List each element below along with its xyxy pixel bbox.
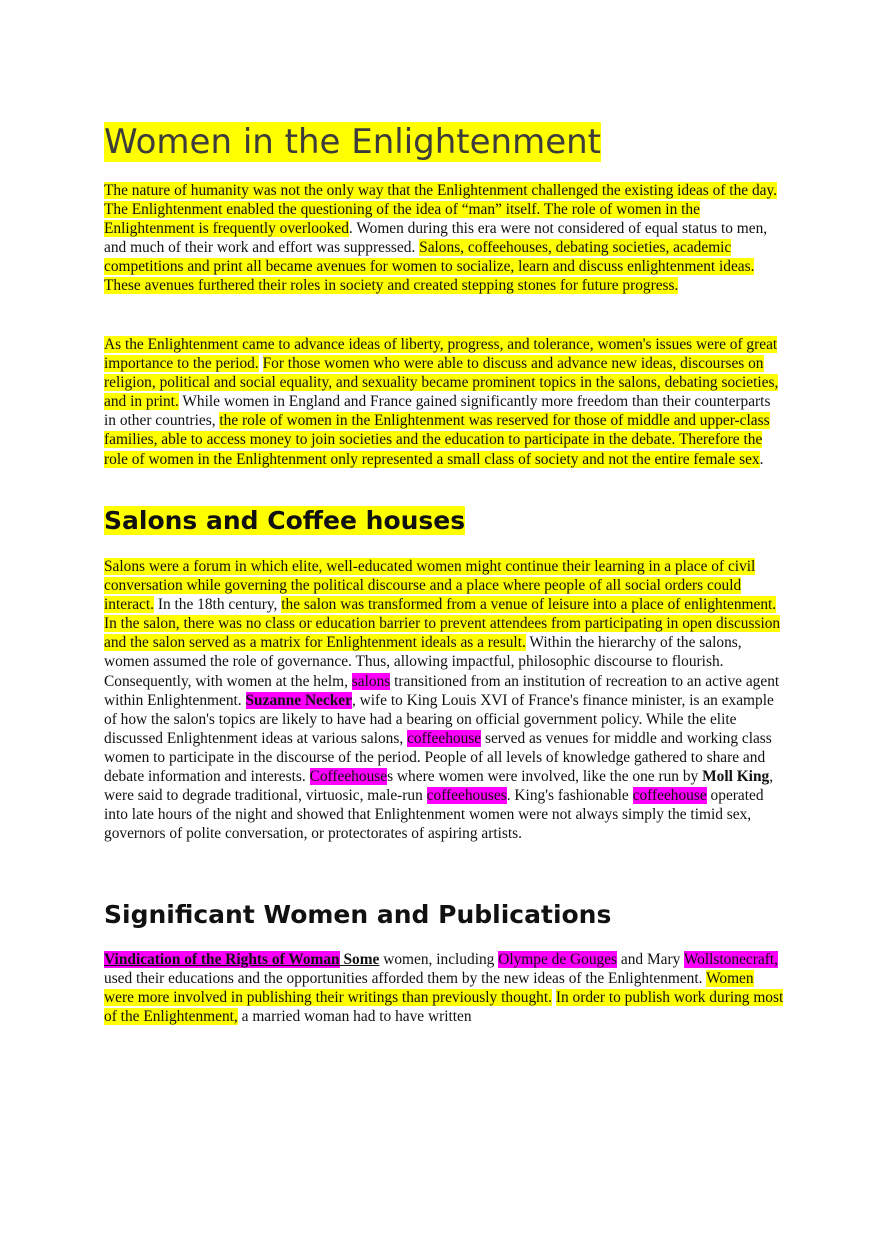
salons-sentence-7: , wife to King Louis XVI of France's finance minister, is an example of how the salon's topics are likely to have had a bearing on official government policy. While the elite discussed Enlightenment ideas at various salons, bbox=[104, 691, 774, 747]
women-sentence-4: Women were more involved in publishing their writings than previously thought. bbox=[104, 970, 754, 1007]
women-sentence-6: In order to publish work during most of the Enlightenment, bbox=[104, 989, 784, 1026]
intro-sentence-2-end: . bbox=[348, 220, 353, 238]
salons-sentence-3: the salon was transformed from a venue of leisure into a place of enlightenment. bbox=[281, 596, 777, 614]
salons-sentence-2: In the 18th century, bbox=[154, 596, 282, 614]
women-sentence-1: women, including bbox=[379, 951, 499, 968]
salons-sentence-5: Within the hierarchy of the salons, women assumed the role of governance. Thus, allowing impactful, philosophic discourse to flourish. Consequently, with women at the helm, bbox=[104, 634, 742, 690]
progress-sentence-2: For those women who were able to discuss and advance new ideas, discourses on religion, political and social equality, and sexuality became prominent topics in the salons, debating societies, and in print. bbox=[104, 355, 779, 411]
intro-sentence-2: The Enlightenment enabled the questioning of the idea of “man” itself. The role of women in the Enlightenment is frequently overlooked bbox=[104, 201, 700, 238]
progress-sentence-5-end: . bbox=[759, 450, 764, 468]
salons-sentence-6: transitioned from an institution of recreation to an active agent within Enlightenment. bbox=[104, 672, 780, 709]
women-sentence-3: used their educations and the opportunities afforded them by the new ideas of the Enlightenment. bbox=[104, 970, 707, 988]
coffeehouses-link-3[interactable]: coffeehouses bbox=[426, 787, 507, 805]
salons-sentence-11: . King's fashionable bbox=[506, 787, 633, 805]
heading-women bbox=[104, 897, 611, 933]
heading-salons bbox=[104, 503, 465, 539]
intro-sentence-1: The nature of humanity was not the only way that the Enlightenment challenged the existing ideas of the day. bbox=[104, 182, 778, 199]
progress-paragraph bbox=[104, 335, 784, 469]
heading-salons-text: Salons and Coffee houses bbox=[104, 506, 466, 535]
some-word: Some bbox=[343, 951, 380, 968]
women-paragraph bbox=[104, 950, 784, 1026]
women-sentence-7: a married woman had to have written bbox=[237, 1008, 472, 1026]
salons-sentence-8: served as venues for middle and working class women to participate in the discourse of the period. People of all levels of knowledge gathered to share and debate information and interests. bbox=[104, 729, 772, 786]
moll-king: Moll King bbox=[702, 768, 770, 786]
salons-sentence-12: operated into late hours of the night and showed that Enlightenment women were not always simply the timid sex, governors of polite conversation, or protectorates of aspiring artists. bbox=[104, 787, 764, 843]
progress-sentence-4: the role of women in the Enlightenment was reserved for those of middle and upper-class families, able to access money to join societies and the education to participate in the debate. bbox=[104, 412, 770, 449]
salons-sentence-9: s where women were involved, like the one run by bbox=[387, 768, 703, 786]
page-title-text: Women in the Enlightenment bbox=[104, 122, 602, 162]
progress-sentence-3: While women in England and France gained significantly more freedom than their counterparts in other countries, bbox=[104, 393, 771, 430]
progress-sentence-5: Therefore the role of women in the Enlightenment only represented a small class of society and not the entire female sex bbox=[104, 431, 763, 468]
intro-paragraph bbox=[104, 181, 784, 296]
page-title bbox=[104, 118, 601, 166]
suzanne-necker-link[interactable]: Suzanne Necker bbox=[245, 691, 352, 709]
coffeehouse-link-4[interactable]: coffeehouse bbox=[632, 787, 707, 805]
intro-sentence-4: Salons, coffeehouses, debating societies, academic competitions and print all became avenues for women to socialize, learn and discuss enlightenment ideas. These avenues furthered their roles in society and created stepping stones for future progress. bbox=[104, 239, 755, 295]
vindication-link[interactable]: Vindication of the Rights of Woman bbox=[104, 951, 340, 968]
intro-sentence-3: Women during this era were not considered of equal status to men, and much of their work and effort was suppressed. bbox=[104, 220, 768, 257]
women-sentence-2: and Mary bbox=[617, 951, 684, 968]
wollstonecraft-link[interactable]: Wollstonecraft, bbox=[683, 951, 778, 968]
coffeehouse-link-2[interactable]: Coffeehouse bbox=[309, 768, 388, 786]
progress-sentence-1: As the Enlightenment came to advance ideas of liberty, progress, and tolerance, women's issues were of great importance to the period. bbox=[104, 336, 778, 373]
olympe-de-gouges-link[interactable]: Olympe de Gouges bbox=[498, 951, 618, 968]
salons-paragraph bbox=[104, 557, 784, 843]
salons-sentence-1: Salons were a forum in which elite, well-educated women might continue their learning in a place of civil conversation while governing the political discourse and a place where people of all social orders could interact. bbox=[104, 558, 756, 614]
salons-link[interactable]: salons bbox=[351, 672, 391, 690]
heading-women-text: Significant Women and Publications bbox=[104, 900, 612, 929]
coffeehouse-link-1[interactable]: coffeehouse bbox=[407, 729, 482, 747]
salons-sentence-4: In the salon, there was no class or education barrier to prevent attendees from participating in open discussion and the salon served as a matrix for Enlightenment ideals as a result. bbox=[104, 615, 781, 652]
salons-sentence-10: , were said to degrade traditional, virtuosic, male-run bbox=[104, 768, 774, 805]
